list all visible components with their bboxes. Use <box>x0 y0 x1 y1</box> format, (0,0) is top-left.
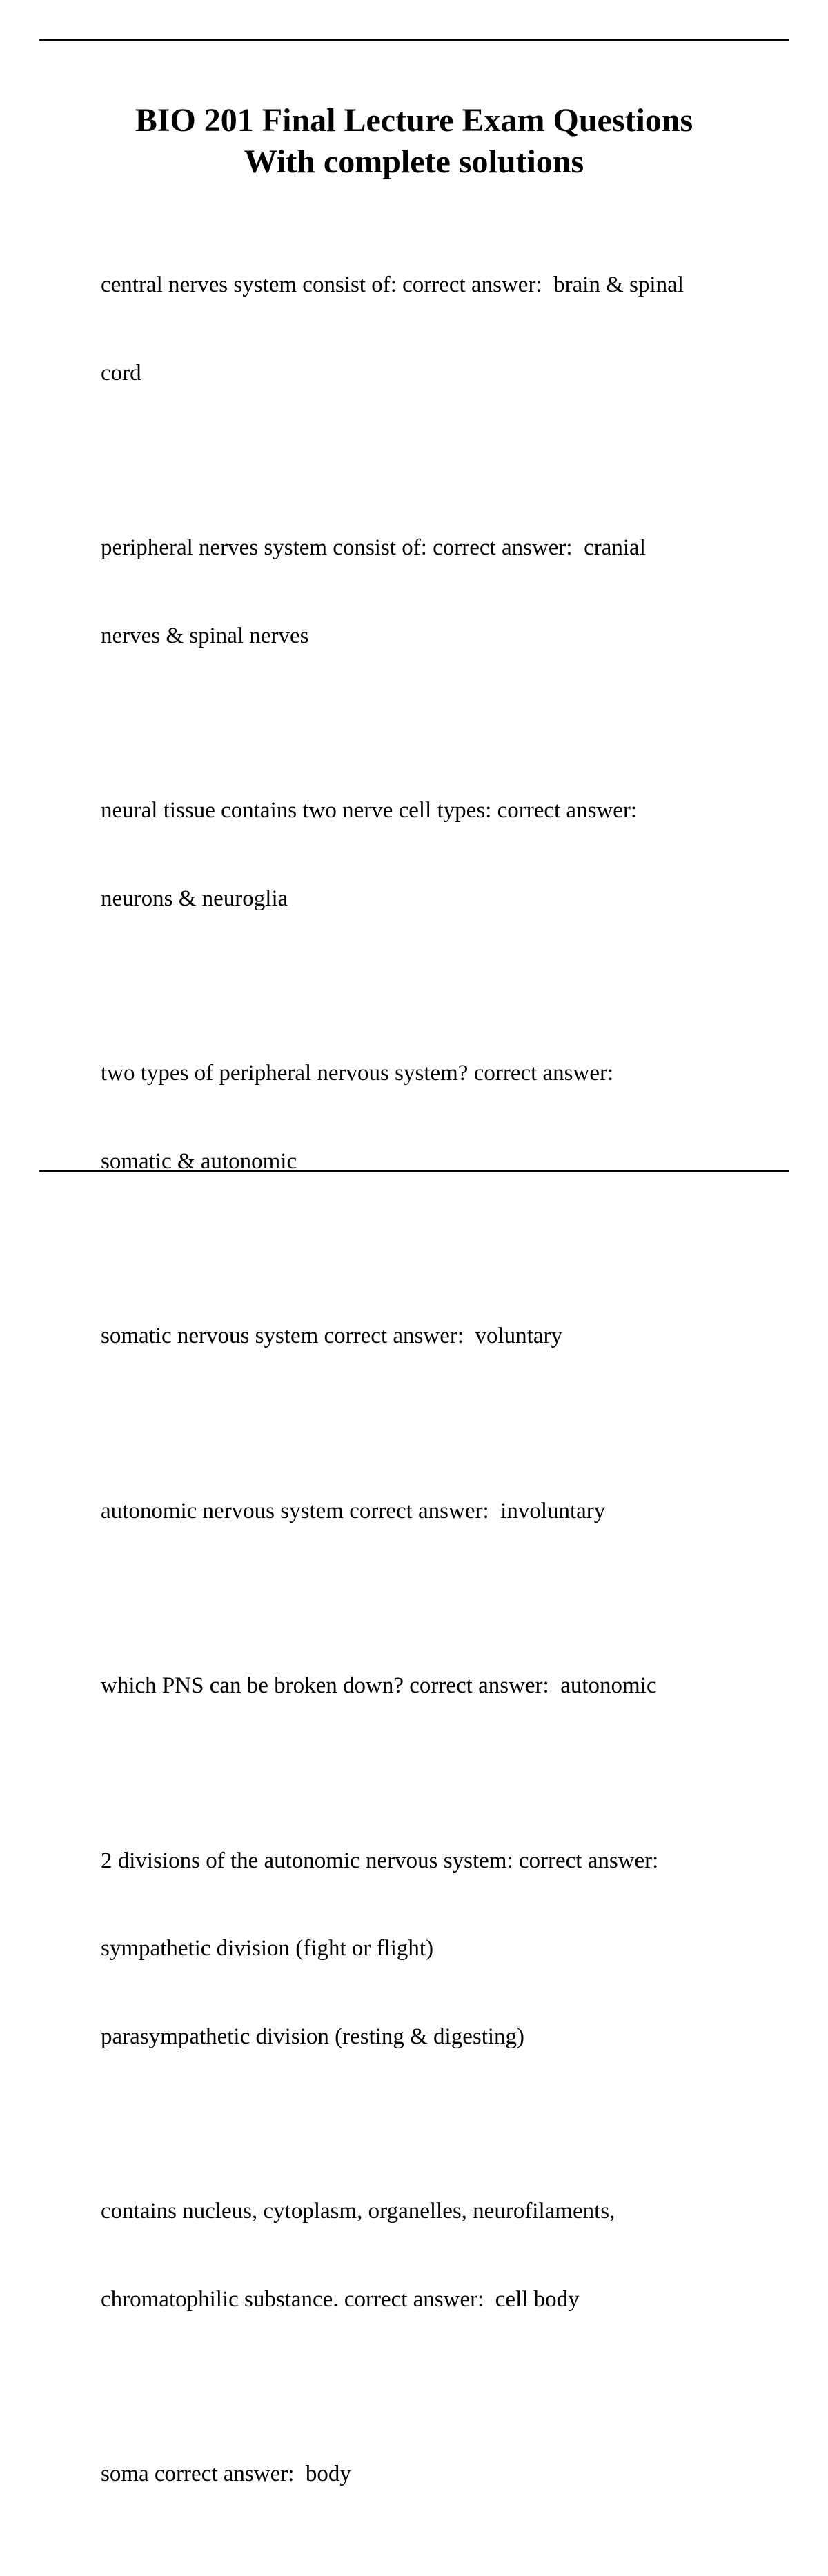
qa-item <box>101 2401 763 2548</box>
qa-line: contains nucleus, cytoplasm, organelles, neurofilaments, <box>101 2199 615 2224</box>
question-answer-list <box>101 212 763 2576</box>
qa-line: sympathetic division (fight or flight) <box>101 1936 434 1961</box>
qa-item <box>101 475 763 709</box>
qa-line: two types of peripheral nervous system? correct answer: <box>101 1061 614 1086</box>
qa-line: nerves & spinal nerves <box>101 623 309 648</box>
page-title-line-2: With complete solutions <box>244 143 584 180</box>
qa-line: neural tissue contains two nerve cell types: correct answer: <box>101 798 638 823</box>
qa-line: autonomic nervous system correct answer: involuntary <box>101 1498 606 1524</box>
qa-item <box>101 737 763 972</box>
qa-line: neurons & neuroglia <box>101 886 288 911</box>
qa-line: cord <box>101 360 141 386</box>
qa-item <box>101 1000 763 1235</box>
qa-line: which PNS can be broken down? correct answer: autonomic <box>101 1673 657 1698</box>
top-divider <box>39 39 789 41</box>
qa-item <box>101 1263 763 1410</box>
qa-line: somatic & autonomic <box>101 1148 297 1174</box>
qa-line: soma correct answer: body <box>101 2462 351 2486</box>
qa-item <box>101 2138 763 2373</box>
qa-line: peripheral nerves system consist of: correct answer: cranial <box>101 535 646 560</box>
page-title <box>0 100 828 183</box>
qa-item <box>101 1788 763 2110</box>
qa-line: somatic nervous system correct answer: voluntary <box>101 1324 562 1348</box>
bottom-divider <box>39 1170 789 1172</box>
qa-line: central nerves system consist of: correct answer: brain & spinal <box>101 272 684 297</box>
page-title-line-1: BIO 201 Final Lecture Exam Questions <box>135 102 693 139</box>
qa-item <box>101 1438 763 1585</box>
qa-item <box>101 1613 763 1759</box>
qa-line: 2 divisions of the autonomic nervous system: correct answer: <box>101 1848 659 1873</box>
qa-item <box>101 212 763 446</box>
qa-line: chromatophilic substance. correct answer: cell body <box>101 2286 580 2312</box>
qa-line: parasympathetic division (resting & digesting) <box>101 2024 525 2049</box>
